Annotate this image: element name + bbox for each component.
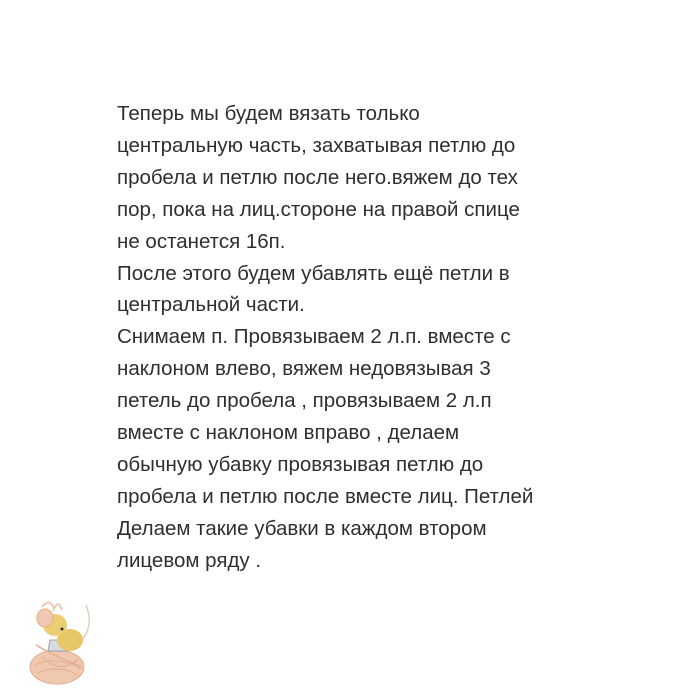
text-line: Делаем такие убавки в каждом втором xyxy=(117,516,487,540)
text-line: Снимаем п. Провязываем 2 л.п. вместе с xyxy=(117,325,511,349)
text-line: центральной части. xyxy=(117,293,305,317)
text-line: пробела и петлю после него.вяжем до тех xyxy=(117,165,518,189)
text-line: петель до пробела , провязываем 2 л.п xyxy=(117,389,492,413)
text-line: центральную часть, захватывая петлю до xyxy=(117,133,516,157)
text-line: Теперь мы будем вязать только xyxy=(117,102,420,125)
text-line: не останется 16п. xyxy=(117,229,286,253)
text-line: обычную убавку провязывая петлю до xyxy=(117,452,484,476)
text-line: вместе с наклоном вправо , делаем xyxy=(117,421,460,445)
text-line: После этого будем убавлять ещё петли в xyxy=(117,261,510,285)
text-line: пор, пока на лиц.стороне на правой спице xyxy=(117,197,520,221)
text-line: наклоном влево, вяжем недовязывая 3 xyxy=(117,357,491,381)
text-line: пробела и петлю после вместе лиц. Петлей xyxy=(117,484,534,508)
mouse-on-yarn-ball-illustration xyxy=(12,585,112,685)
text-line: лицевом ряду . xyxy=(117,548,262,572)
instruction-text xyxy=(117,98,533,577)
